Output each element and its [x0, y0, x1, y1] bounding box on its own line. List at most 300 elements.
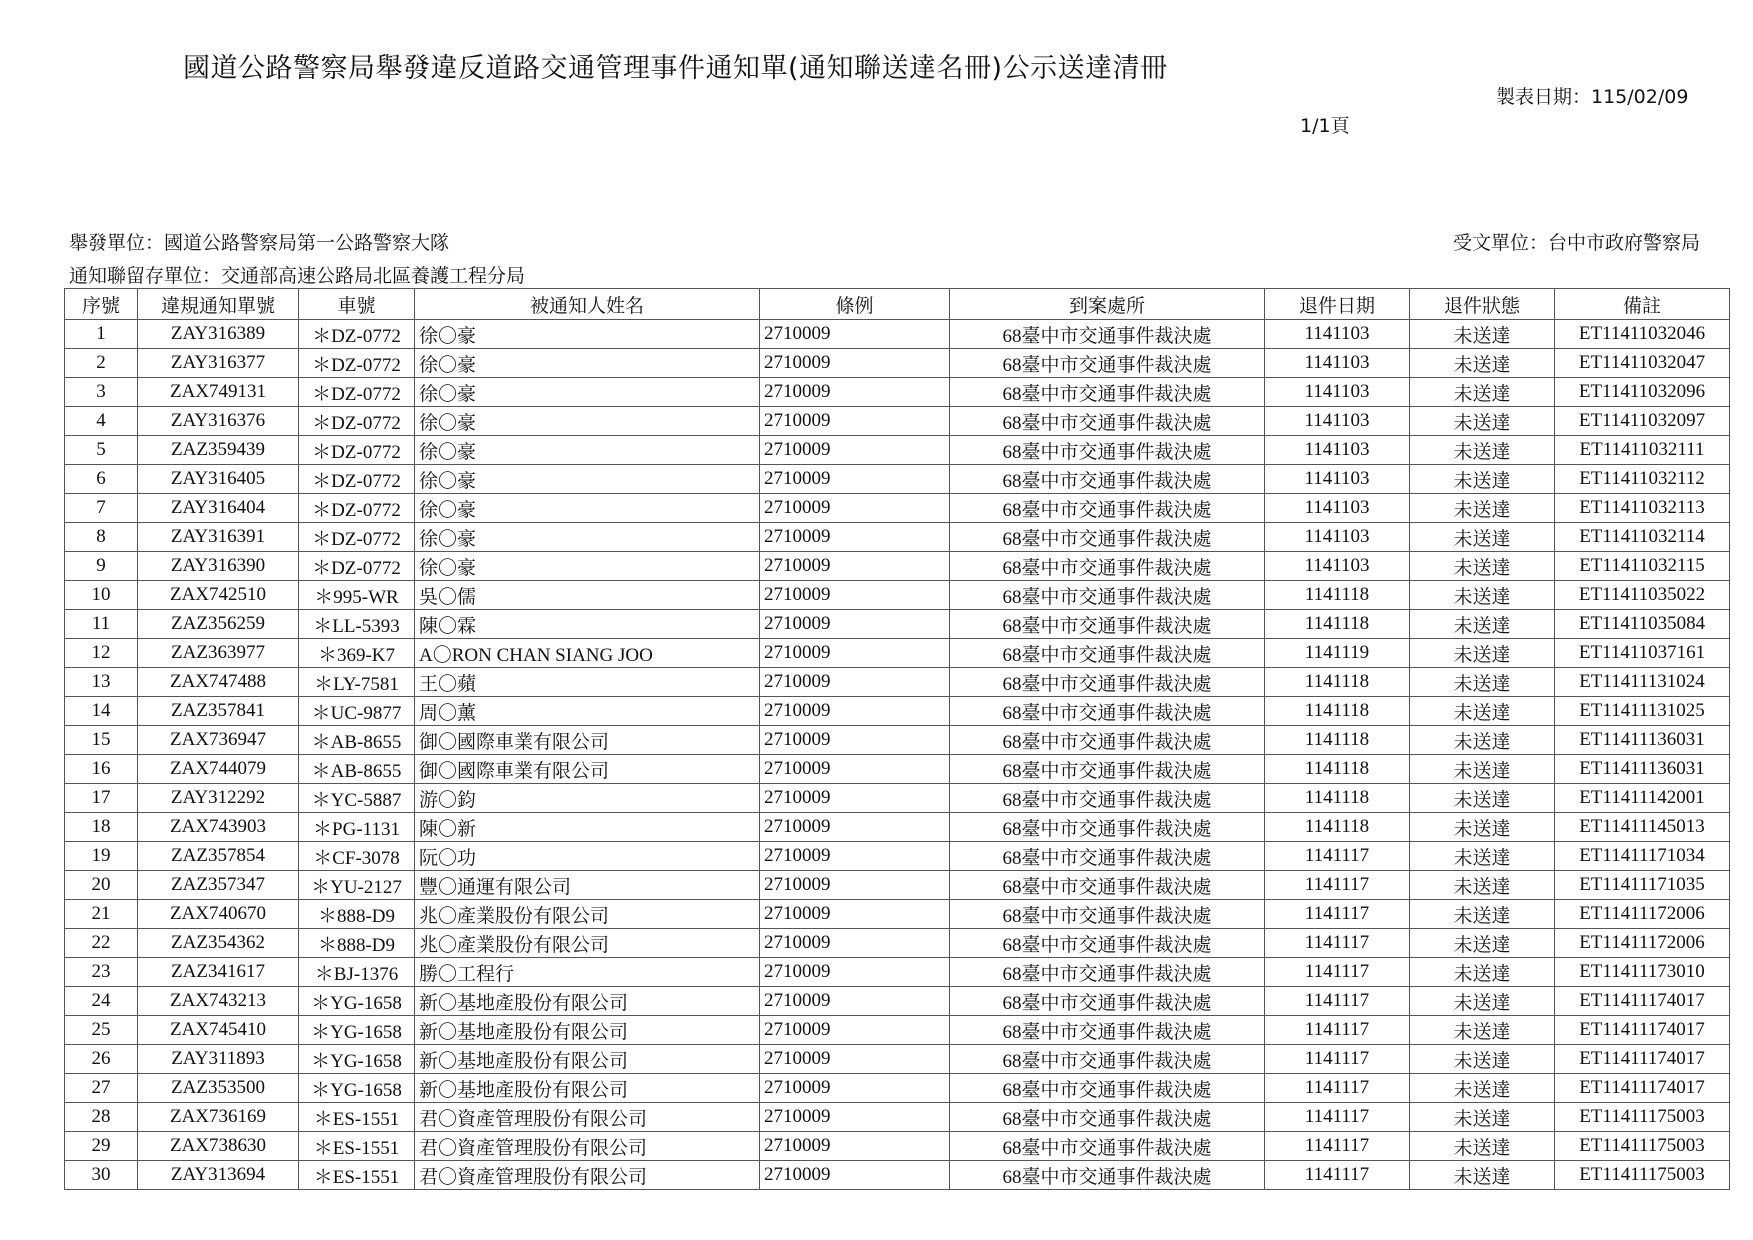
col-ticket-no-cell: ZAX736169: [138, 1103, 299, 1132]
col-seq-cell: 29: [65, 1132, 138, 1161]
col-name-header: 被通知人姓名: [415, 289, 760, 320]
col-return-status-cell: 未送達: [1410, 494, 1555, 523]
table-header-row: [65, 289, 1730, 320]
col-remark-cell: ET11411032047: [1555, 349, 1730, 378]
col-office-header: 到案處所: [950, 289, 1265, 320]
col-office-cell: 68臺中市交通事件裁決處: [950, 523, 1265, 552]
col-office-cell: 68臺中市交通事件裁決處: [950, 726, 1265, 755]
col-office-cell: 68臺中市交通事件裁決處: [950, 1045, 1265, 1074]
table-row: [65, 349, 1730, 378]
col-remark-cell: ET11411145013: [1555, 813, 1730, 842]
col-remark-cell: ET11411175003: [1555, 1132, 1730, 1161]
table-row: [65, 900, 1730, 929]
col-statute-cell: 2710009: [760, 436, 950, 465]
col-seq-cell: 30: [65, 1161, 138, 1190]
col-name-cell: 新〇基地產股份有限公司: [415, 1045, 760, 1074]
service-list-table: [64, 288, 1730, 1190]
col-ticket-no-cell: ZAX742510: [138, 581, 299, 610]
col-return-date-cell: 1141103: [1265, 494, 1410, 523]
col-plate-cell: ＊995-WR: [299, 581, 415, 610]
col-remark-cell: ET11411174017: [1555, 1016, 1730, 1045]
col-plate-cell: ＊DZ-0772: [299, 465, 415, 494]
col-statute-cell: 2710009: [760, 523, 950, 552]
col-statute-cell: 2710009: [760, 726, 950, 755]
col-plate-cell: ＊YG-1658: [299, 1045, 415, 1074]
col-ticket-no-header: 違規通知單號: [138, 289, 299, 320]
col-statute-cell: 2710009: [760, 639, 950, 668]
table-row: [65, 610, 1730, 639]
col-office-cell: 68臺中市交通事件裁決處: [950, 378, 1265, 407]
table-row: [65, 987, 1730, 1016]
col-seq-cell: 6: [65, 465, 138, 494]
col-ticket-no-cell: ZAX745410: [138, 1016, 299, 1045]
col-ticket-no-cell: ZAZ356259: [138, 610, 299, 639]
col-plate-cell: ＊ES-1551: [299, 1103, 415, 1132]
table-row: [65, 1161, 1730, 1190]
col-plate-cell: ＊YG-1658: [299, 1074, 415, 1103]
col-plate-cell: ＊YU-2127: [299, 871, 415, 900]
col-return-status-cell: 未送達: [1410, 320, 1555, 349]
col-seq-cell: 17: [65, 784, 138, 813]
table-row: [65, 668, 1730, 697]
col-return-date-cell: 1141103: [1265, 523, 1410, 552]
col-statute-header: 條例: [760, 289, 950, 320]
col-name-cell: 新〇基地產股份有限公司: [415, 1016, 760, 1045]
col-name-cell: 徐〇豪: [415, 349, 760, 378]
col-statute-cell: 2710009: [760, 668, 950, 697]
document-title: 國道公路警察局舉發違反道路交通管理事件通知單(通知聯送達名冊)公示送達清冊: [183, 53, 1168, 84]
col-return-status-cell: 未送達: [1410, 1161, 1555, 1190]
col-return-status-cell: 未送達: [1410, 1132, 1555, 1161]
col-seq-cell: 9: [65, 552, 138, 581]
col-ticket-no-cell: ZAY313694: [138, 1161, 299, 1190]
made-date: 製表日期：115/02/09: [1496, 86, 1689, 108]
col-seq-cell: 28: [65, 1103, 138, 1132]
col-return-status-cell: 未送達: [1410, 1016, 1555, 1045]
col-name-cell: 徐〇豪: [415, 378, 760, 407]
col-ticket-no-cell: ZAY316377: [138, 349, 299, 378]
col-return-date-cell: 1141118: [1265, 697, 1410, 726]
col-ticket-no-cell: ZAZ357347: [138, 871, 299, 900]
col-plate-cell: ＊DZ-0772: [299, 349, 415, 378]
col-ticket-no-cell: ZAY311893: [138, 1045, 299, 1074]
col-return-status-cell: 未送達: [1410, 958, 1555, 987]
col-return-date-cell: 1141117: [1265, 900, 1410, 929]
col-return-status-cell: 未送達: [1410, 552, 1555, 581]
col-plate-cell: ＊PG-1131: [299, 813, 415, 842]
col-ticket-no-cell: ZAX744079: [138, 755, 299, 784]
col-seq-cell: 22: [65, 929, 138, 958]
col-return-status-cell: 未送達: [1410, 726, 1555, 755]
col-office-cell: 68臺中市交通事件裁決處: [950, 1132, 1265, 1161]
col-name-cell: 御〇國際車業有限公司: [415, 755, 760, 784]
col-remark-cell: ET11411136031: [1555, 726, 1730, 755]
col-ticket-no-cell: ZAX743213: [138, 987, 299, 1016]
col-office-cell: 68臺中市交通事件裁決處: [950, 668, 1265, 697]
col-statute-cell: 2710009: [760, 465, 950, 494]
col-office-cell: 68臺中市交通事件裁決處: [950, 929, 1265, 958]
col-plate-cell: ＊YG-1658: [299, 987, 415, 1016]
col-name-cell: 新〇基地產股份有限公司: [415, 987, 760, 1016]
col-return-status-cell: 未送達: [1410, 436, 1555, 465]
col-office-cell: 68臺中市交通事件裁決處: [950, 900, 1265, 929]
col-ticket-no-cell: ZAZ353500: [138, 1074, 299, 1103]
col-remark-cell: ET11411032114: [1555, 523, 1730, 552]
col-remark-cell: ET11411032096: [1555, 378, 1730, 407]
col-remark-cell: ET11411175003: [1555, 1103, 1730, 1132]
col-name-cell: 君〇資產管理股份有限公司: [415, 1103, 760, 1132]
col-office-cell: 68臺中市交通事件裁決處: [950, 987, 1265, 1016]
col-ticket-no-cell: ZAZ354362: [138, 929, 299, 958]
col-return-date-cell: 1141117: [1265, 842, 1410, 871]
col-remark-cell: ET11411131024: [1555, 668, 1730, 697]
archive-unit: 通知聯留存單位：交通部高速公路局北區養護工程分局: [69, 265, 526, 287]
table-row: [65, 1132, 1730, 1161]
col-remark-cell: ET11411172006: [1555, 929, 1730, 958]
col-plate-cell: ＊YC-5887: [299, 784, 415, 813]
col-return-status-cell: 未送達: [1410, 871, 1555, 900]
col-statute-cell: 2710009: [760, 407, 950, 436]
table-row: [65, 1016, 1730, 1045]
col-return-date-cell: 1141118: [1265, 784, 1410, 813]
col-seq-cell: 25: [65, 1016, 138, 1045]
col-office-cell: 68臺中市交通事件裁決處: [950, 1103, 1265, 1132]
col-return-date-cell: 1141118: [1265, 668, 1410, 697]
table-row: [65, 726, 1730, 755]
col-ticket-no-cell: ZAZ363977: [138, 639, 299, 668]
col-seq-cell: 24: [65, 987, 138, 1016]
table-row: [65, 929, 1730, 958]
col-plate-cell: ＊AB-8655: [299, 755, 415, 784]
col-plate-cell: ＊LL-5393: [299, 610, 415, 639]
col-statute-cell: 2710009: [760, 697, 950, 726]
table-row: [65, 523, 1730, 552]
col-name-cell: 徐〇豪: [415, 552, 760, 581]
col-seq-cell: 23: [65, 958, 138, 987]
col-office-cell: 68臺中市交通事件裁決處: [950, 697, 1265, 726]
col-ticket-no-cell: ZAY316376: [138, 407, 299, 436]
col-statute-cell: 2710009: [760, 958, 950, 987]
col-name-cell: 徐〇豪: [415, 465, 760, 494]
table-row: [65, 552, 1730, 581]
col-ticket-no-cell: ZAY316405: [138, 465, 299, 494]
col-return-date-cell: 1141118: [1265, 755, 1410, 784]
col-name-cell: 陳〇新: [415, 813, 760, 842]
col-name-cell: 阮〇功: [415, 842, 760, 871]
col-seq-cell: 18: [65, 813, 138, 842]
col-ticket-no-cell: ZAZ357854: [138, 842, 299, 871]
col-statute-cell: 2710009: [760, 1016, 950, 1045]
col-return-status-cell: 未送達: [1410, 900, 1555, 929]
col-statute-cell: 2710009: [760, 871, 950, 900]
col-ticket-no-cell: ZAY316391: [138, 523, 299, 552]
table-row: [65, 639, 1730, 668]
col-statute-cell: 2710009: [760, 581, 950, 610]
col-statute-cell: 2710009: [760, 842, 950, 871]
col-plate-cell: ＊YG-1658: [299, 1016, 415, 1045]
col-statute-cell: 2710009: [760, 987, 950, 1016]
col-return-status-cell: 未送達: [1410, 407, 1555, 436]
table-row: [65, 436, 1730, 465]
col-return-date-cell: 1141118: [1265, 610, 1410, 639]
col-ticket-no-cell: ZAZ359439: [138, 436, 299, 465]
col-plate-cell: ＊369-K7: [299, 639, 415, 668]
col-return-date-cell: 1141118: [1265, 726, 1410, 755]
col-return-date-cell: 1141119: [1265, 639, 1410, 668]
col-name-cell: 陳〇霖: [415, 610, 760, 639]
col-return-date-cell: 1141117: [1265, 958, 1410, 987]
col-remark-cell: ET11411175003: [1555, 1161, 1730, 1190]
col-statute-cell: 2710009: [760, 1074, 950, 1103]
col-return-date-cell: 1141103: [1265, 320, 1410, 349]
col-plate-cell: ＊AB-8655: [299, 726, 415, 755]
col-name-cell: 游〇鈞: [415, 784, 760, 813]
col-statute-cell: 2710009: [760, 1161, 950, 1190]
col-return-date-cell: 1141117: [1265, 1045, 1410, 1074]
col-return-date-cell: 1141103: [1265, 436, 1410, 465]
col-name-cell: 君〇資產管理股份有限公司: [415, 1161, 760, 1190]
col-remark-cell: ET11411032115: [1555, 552, 1730, 581]
col-office-cell: 68臺中市交通事件裁決處: [950, 784, 1265, 813]
col-office-cell: 68臺中市交通事件裁決處: [950, 958, 1265, 987]
table-row: [65, 1074, 1730, 1103]
table-row: [65, 465, 1730, 494]
col-ticket-no-cell: ZAX747488: [138, 668, 299, 697]
col-office-cell: 68臺中市交通事件裁決處: [950, 494, 1265, 523]
col-name-cell: 周〇薰: [415, 697, 760, 726]
col-name-cell: 兆〇產業股份有限公司: [415, 900, 760, 929]
col-office-cell: 68臺中市交通事件裁決處: [950, 320, 1265, 349]
col-plate-cell: ＊DZ-0772: [299, 523, 415, 552]
col-statute-cell: 2710009: [760, 1132, 950, 1161]
col-remark-cell: ET11411174017: [1555, 1045, 1730, 1074]
col-plate-cell: ＊DZ-0772: [299, 378, 415, 407]
col-return-status-cell: 未送達: [1410, 1074, 1555, 1103]
col-statute-cell: 2710009: [760, 552, 950, 581]
issuing-unit: 舉發單位：國道公路警察局第一公路警察大隊: [69, 232, 450, 254]
col-return-status-cell: 未送達: [1410, 465, 1555, 494]
col-name-cell: 王〇蘋: [415, 668, 760, 697]
col-return-status-cell: 未送達: [1410, 639, 1555, 668]
col-seq-cell: 4: [65, 407, 138, 436]
col-name-cell: 勝〇工程行: [415, 958, 760, 987]
col-statute-cell: 2710009: [760, 1045, 950, 1074]
col-return-status-cell: 未送達: [1410, 755, 1555, 784]
col-seq-cell: 21: [65, 900, 138, 929]
col-return-status-cell: 未送達: [1410, 987, 1555, 1016]
col-seq-cell: 20: [65, 871, 138, 900]
table-row: [65, 1045, 1730, 1074]
col-ticket-no-cell: ZAX740670: [138, 900, 299, 929]
col-name-cell: 徐〇豪: [415, 494, 760, 523]
col-seq-cell: 26: [65, 1045, 138, 1074]
col-return-status-cell: 未送達: [1410, 842, 1555, 871]
col-statute-cell: 2710009: [760, 494, 950, 523]
col-seq-cell: 16: [65, 755, 138, 784]
col-office-cell: 68臺中市交通事件裁決處: [950, 1016, 1265, 1045]
col-office-cell: 68臺中市交通事件裁決處: [950, 610, 1265, 639]
col-return-date-cell: 1141117: [1265, 1074, 1410, 1103]
col-seq-cell: 13: [65, 668, 138, 697]
col-seq-cell: 5: [65, 436, 138, 465]
col-return-date-cell: 1141103: [1265, 378, 1410, 407]
col-return-date-cell: 1141117: [1265, 871, 1410, 900]
col-return-status-header: 退件狀態: [1410, 289, 1555, 320]
col-office-cell: 68臺中市交通事件裁決處: [950, 436, 1265, 465]
col-plate-cell: ＊DZ-0772: [299, 407, 415, 436]
col-office-cell: 68臺中市交通事件裁決處: [950, 755, 1265, 784]
col-seq-cell: 7: [65, 494, 138, 523]
table-row: [65, 1103, 1730, 1132]
col-return-status-cell: 未送達: [1410, 378, 1555, 407]
col-return-status-cell: 未送達: [1410, 668, 1555, 697]
col-remark-cell: ET11411131025: [1555, 697, 1730, 726]
col-plate-cell: ＊888-D9: [299, 900, 415, 929]
col-ticket-no-cell: ZAY312292: [138, 784, 299, 813]
col-seq-cell: 27: [65, 1074, 138, 1103]
col-plate-cell: ＊ES-1551: [299, 1161, 415, 1190]
col-ticket-no-cell: ZAX743903: [138, 813, 299, 842]
col-remark-cell: ET11411032046: [1555, 320, 1730, 349]
col-statute-cell: 2710009: [760, 813, 950, 842]
col-office-cell: 68臺中市交通事件裁決處: [950, 407, 1265, 436]
col-ticket-no-cell: ZAZ341617: [138, 958, 299, 987]
col-return-date-cell: 1141118: [1265, 813, 1410, 842]
col-statute-cell: 2710009: [760, 929, 950, 958]
col-return-date-cell: 1141103: [1265, 552, 1410, 581]
col-office-cell: 68臺中市交通事件裁決處: [950, 639, 1265, 668]
col-plate-cell: ＊DZ-0772: [299, 320, 415, 349]
col-statute-cell: 2710009: [760, 378, 950, 407]
col-remark-cell: ET11411173010: [1555, 958, 1730, 987]
col-return-status-cell: 未送達: [1410, 610, 1555, 639]
table-row: [65, 813, 1730, 842]
col-seq-cell: 12: [65, 639, 138, 668]
col-return-date-cell: 1141103: [1265, 407, 1410, 436]
col-name-cell: 御〇國際車業有限公司: [415, 726, 760, 755]
col-statute-cell: 2710009: [760, 900, 950, 929]
col-seq-cell: 10: [65, 581, 138, 610]
col-return-status-cell: 未送達: [1410, 581, 1555, 610]
col-name-cell: 君〇資產管理股份有限公司: [415, 1132, 760, 1161]
col-remark-cell: ET11411037161: [1555, 639, 1730, 668]
table-row: [65, 784, 1730, 813]
col-remark-cell: ET11411171034: [1555, 842, 1730, 871]
col-return-date-cell: 1141103: [1265, 349, 1410, 378]
col-name-cell: 新〇基地產股份有限公司: [415, 1074, 760, 1103]
col-name-cell: 兆〇產業股份有限公司: [415, 929, 760, 958]
col-plate-cell: ＊LY-7581: [299, 668, 415, 697]
col-return-date-cell: 1141118: [1265, 581, 1410, 610]
col-office-cell: 68臺中市交通事件裁決處: [950, 1074, 1265, 1103]
col-remark-cell: ET11411032097: [1555, 407, 1730, 436]
col-return-date-cell: 1141117: [1265, 987, 1410, 1016]
col-return-date-cell: 1141117: [1265, 1103, 1410, 1132]
col-return-date-cell: 1141117: [1265, 1132, 1410, 1161]
col-ticket-no-cell: ZAX736947: [138, 726, 299, 755]
col-return-date-header: 退件日期: [1265, 289, 1410, 320]
col-remark-cell: ET11411174017: [1555, 1074, 1730, 1103]
col-return-status-cell: 未送達: [1410, 349, 1555, 378]
table-row: [65, 378, 1730, 407]
table-body: [65, 320, 1730, 1190]
col-remark-header: 備註: [1555, 289, 1730, 320]
page-number: 1/1頁: [1300, 115, 1350, 137]
table-row: [65, 320, 1730, 349]
table-row: [65, 871, 1730, 900]
col-ticket-no-cell: ZAY316390: [138, 552, 299, 581]
col-seq-cell: 8: [65, 523, 138, 552]
col-remark-cell: ET11411174017: [1555, 987, 1730, 1016]
col-office-cell: 68臺中市交通事件裁決處: [950, 871, 1265, 900]
col-office-cell: 68臺中市交通事件裁決處: [950, 842, 1265, 871]
col-remark-cell: ET11411035022: [1555, 581, 1730, 610]
col-return-status-cell: 未送達: [1410, 523, 1555, 552]
col-remark-cell: ET11411032113: [1555, 494, 1730, 523]
col-plate-cell: ＊BJ-1376: [299, 958, 415, 987]
col-return-status-cell: 未送達: [1410, 784, 1555, 813]
col-remark-cell: ET11411032111: [1555, 436, 1730, 465]
col-ticket-no-cell: ZAX749131: [138, 378, 299, 407]
col-statute-cell: 2710009: [760, 1103, 950, 1132]
table-row: [65, 755, 1730, 784]
col-seq-cell: 14: [65, 697, 138, 726]
col-remark-cell: ET11411142001: [1555, 784, 1730, 813]
col-statute-cell: 2710009: [760, 349, 950, 378]
col-ticket-no-cell: ZAZ357841: [138, 697, 299, 726]
col-plate-cell: ＊888-D9: [299, 929, 415, 958]
table-row: [65, 407, 1730, 436]
col-seq-cell: 2: [65, 349, 138, 378]
col-name-cell: 徐〇豪: [415, 407, 760, 436]
col-plate-cell: ＊DZ-0772: [299, 436, 415, 465]
col-ticket-no-cell: ZAY316389: [138, 320, 299, 349]
col-seq-header: 序號: [65, 289, 138, 320]
table-row: [65, 697, 1730, 726]
col-plate-header: 車號: [299, 289, 415, 320]
col-office-cell: 68臺中市交通事件裁決處: [950, 1161, 1265, 1190]
col-remark-cell: ET11411171035: [1555, 871, 1730, 900]
table-row: [65, 494, 1730, 523]
col-name-cell: 徐〇豪: [415, 523, 760, 552]
col-return-status-cell: 未送達: [1410, 1045, 1555, 1074]
col-ticket-no-cell: ZAY316404: [138, 494, 299, 523]
col-seq-cell: 3: [65, 378, 138, 407]
col-name-cell: 徐〇豪: [415, 436, 760, 465]
col-return-status-cell: 未送達: [1410, 697, 1555, 726]
col-name-cell: 吳〇儒: [415, 581, 760, 610]
col-office-cell: 68臺中市交通事件裁決處: [950, 349, 1265, 378]
col-office-cell: 68臺中市交通事件裁決處: [950, 813, 1265, 842]
col-plate-cell: ＊CF-3078: [299, 842, 415, 871]
col-statute-cell: 2710009: [760, 784, 950, 813]
col-return-status-cell: 未送達: [1410, 813, 1555, 842]
col-statute-cell: 2710009: [760, 610, 950, 639]
col-plate-cell: ＊DZ-0772: [299, 552, 415, 581]
col-return-status-cell: 未送達: [1410, 1103, 1555, 1132]
col-return-date-cell: 1141117: [1265, 929, 1410, 958]
receiving-unit: 受文單位：台中市政府警察局: [1453, 232, 1701, 254]
col-office-cell: 68臺中市交通事件裁決處: [950, 465, 1265, 494]
col-name-cell: 徐〇豪: [415, 320, 760, 349]
col-remark-cell: ET11411136031: [1555, 755, 1730, 784]
col-remark-cell: ET11411172006: [1555, 900, 1730, 929]
col-seq-cell: 19: [65, 842, 138, 871]
col-remark-cell: ET11411035084: [1555, 610, 1730, 639]
col-statute-cell: 2710009: [760, 320, 950, 349]
col-office-cell: 68臺中市交通事件裁決處: [950, 552, 1265, 581]
col-plate-cell: ＊ES-1551: [299, 1132, 415, 1161]
